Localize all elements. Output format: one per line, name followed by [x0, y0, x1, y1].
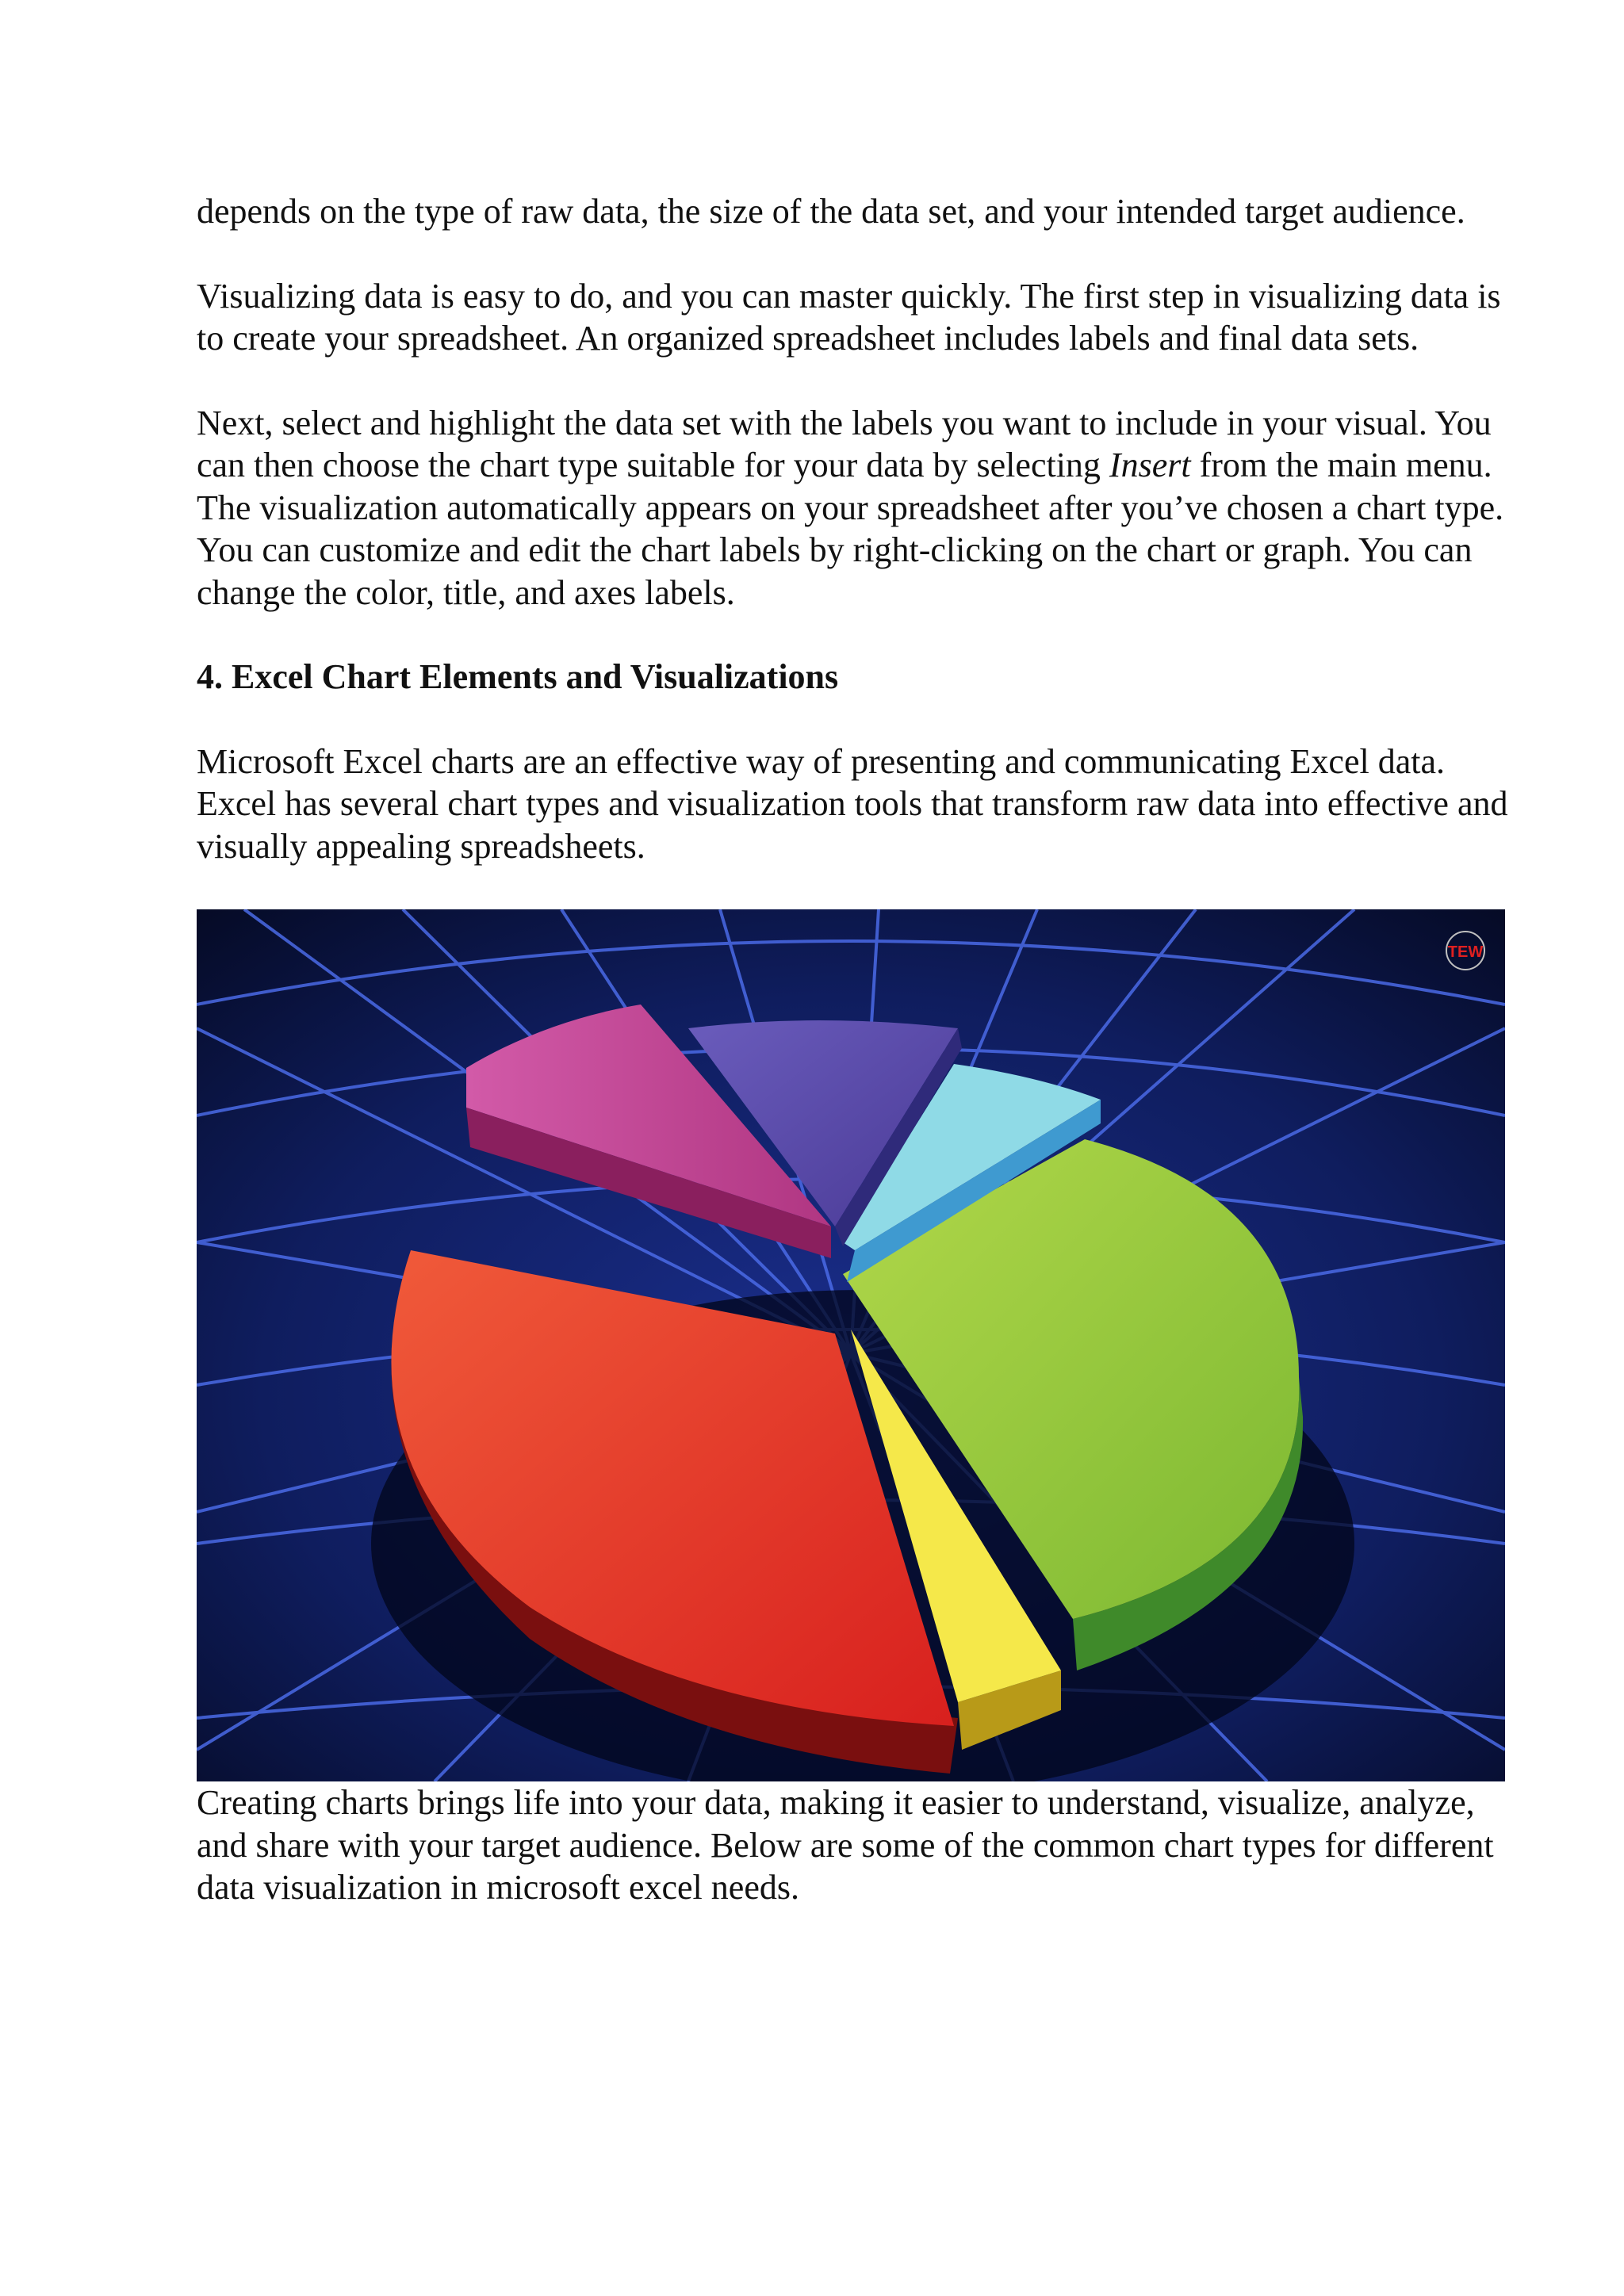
tew-logo-text: TEW [1447, 943, 1484, 961]
paragraph-creating-charts: Creating charts brings life into your data, making it easier to understand, visualize, analyze, and share with your target audience. Below are some of the common chart types for different data visualization in microsoft excel needs. [197, 1783, 1494, 1907]
paragraph-visualizing: Visualizing data is easy to do, and you can master quickly. The first step in visualizing data is to create your spreadsheet. An organized spreadsheet includes labels and final data sets. [197, 276, 1501, 358]
paragraph-next-select-text-b: from the main menu. The visualization automatically appears on your spreadsheet after you’ve chosen a chart type. [197, 446, 1504, 527]
pie-chart-illustration [197, 909, 1505, 1781]
pie-chart-graphic [197, 909, 1505, 1781]
insert-emphasis: Insert [1109, 446, 1191, 484]
paragraph-next-select-text-a: Next, select and highlight the data set with the labels you want to include in your visual. You can then choose the chart type suitable for your data by selecting [197, 403, 1492, 484]
document-page [197, 190, 1513, 1909]
paragraph-intro: depends on the type of raw data, the size of the data set, and your intended target audience. [197, 192, 1465, 231]
section-heading: 4. Excel Chart Elements and Visualizations [197, 657, 839, 696]
paragraph-excel-charts: Microsoft Excel charts are an effective way of presenting and communicating Excel data. Excel has several chart types and visualization tools that transform raw data into effective and visually appealing spreadsheets. [197, 741, 1508, 866]
paragraph-next-select [197, 402, 1513, 530]
paragraph-customize: You can customize and edit the chart labels by right-clicking on the chart or graph. You can change the color, title, and axes labels. [197, 530, 1473, 612]
